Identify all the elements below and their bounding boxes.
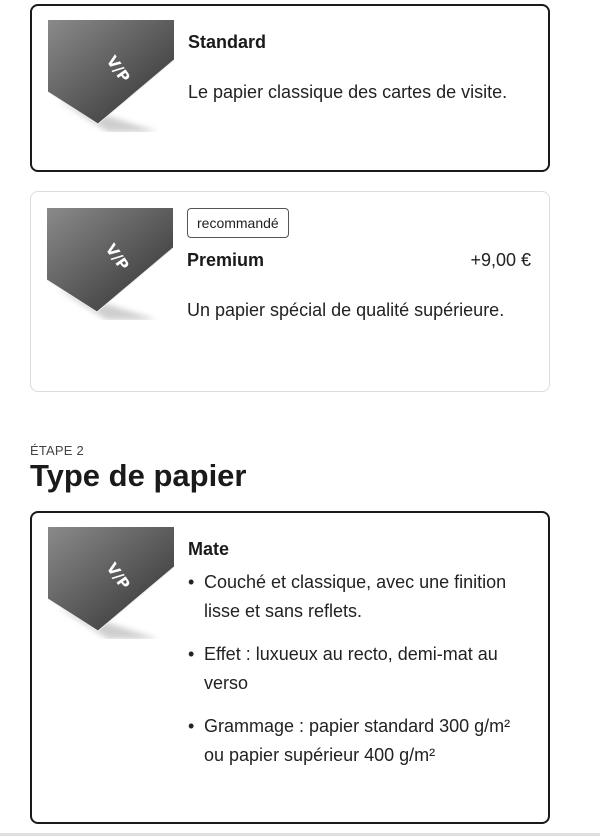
- option-description: Un papier spécial de qualité supérieure.: [187, 300, 505, 320]
- step-label: ÉTAPE 2: [30, 443, 84, 458]
- option-price: +9,00 €: [470, 250, 531, 270]
- svg-text:V/P: V/P: [101, 240, 133, 274]
- option-title: Premium: [187, 250, 265, 270]
- card-paper-sample-icon: [48, 527, 174, 639]
- paper-option-premium[interactable]: [30, 191, 550, 392]
- svg-text:V/P: V/P: [102, 559, 134, 593]
- paper-option-standard[interactable]: [30, 4, 550, 172]
- list-item: • Effet : luxueux au recto, demi-mat au verso: [188, 640, 530, 698]
- section-title: Type de papier: [30, 458, 247, 493]
- svg-text:V/P: V/P: [102, 52, 134, 86]
- recommended-badge: recommandé: [187, 208, 289, 238]
- list-item: • Couché et classique, avec une finition lisse et sans reflets.: [188, 568, 530, 626]
- card-paper-sample-icon: [48, 20, 174, 132]
- paper-type-option-mate[interactable]: [30, 511, 550, 824]
- feature-list: [188, 568, 530, 770]
- option-description: Le papier classique des cartes de visite.: [188, 82, 508, 102]
- option-title: Standard: [188, 32, 267, 52]
- card-paper-sample-icon: [47, 208, 173, 320]
- list-item: • Grammage : papier standard 300 g/m² ou papier supérieur 400 g/m²: [188, 712, 530, 770]
- option-title: Mate: [188, 539, 230, 559]
